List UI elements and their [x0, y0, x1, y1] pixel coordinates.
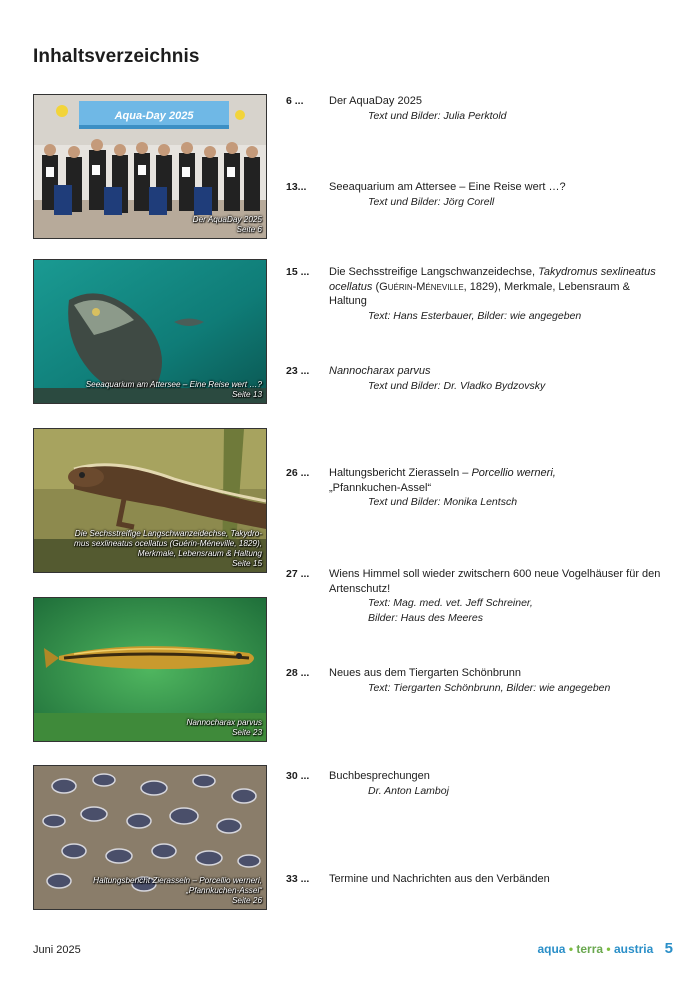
toc-byline: Text und Bilder: Jörg Corell [368, 195, 495, 208]
toc-title: Wiens Himmel soll wieder zwitschern 600 neue Vogelhäuser für den Artenschutz! [329, 568, 661, 595]
lizard-photo [33, 428, 267, 573]
toc-page-number: 23 ... [286, 365, 310, 377]
toc-title: Seeaquarium am Attersee – Eine Reise wert …? [329, 181, 566, 193]
brand-aqua: aqua [537, 942, 566, 956]
toc-title: Die Sechsstreifige Langschwanzeidechse, Takydromus sexlineatus ocellatus (Guérin-Méneville, 1829), Merkmale, Lebensraum & Haltung [329, 266, 656, 307]
toc-entry[interactable] [286, 180, 666, 209]
toc-entry[interactable] [286, 94, 666, 123]
toc-byline: Text und Bilder: Monika Lentsch [368, 496, 518, 508]
toc-page-number: 15 ... [286, 266, 310, 278]
toc-byline: Text und Bilder: Dr. Vladko Bydzovsky [368, 379, 546, 392]
brand-separator: • [568, 942, 574, 956]
toc-byline: Text: Hans Esterbauer, Bilder: wie angegeben [368, 309, 582, 322]
banner-text: Aqua-Day 2025 [114, 110, 194, 122]
toc-page-number: 27 ... [286, 568, 310, 580]
footer-date: Juni 2025 [33, 944, 81, 956]
toc-entry[interactable] [286, 364, 666, 393]
toc-page-number: 6 ... [286, 95, 304, 107]
toc-byline: Text: Tiergarten Schönbrunn, Bilder: wie angegeben [368, 681, 611, 694]
toc-page-number: 26 ... [286, 467, 310, 479]
image-caption: Nannocharax parvus Seite 23 [186, 718, 262, 737]
toc-title: Termine und Nachrichten aus den Verbänden [329, 873, 550, 885]
toc-title: Der AquaDay 2025 [329, 95, 422, 107]
toc-page-number: 28 ... [286, 667, 310, 679]
toc-byline: Text und Bilder: Julia Perktold [368, 109, 507, 122]
footer-brand [537, 940, 673, 957]
aquaday-photo [33, 94, 267, 239]
toc-title: Neues aus dem Tiergarten Schönbrunn [329, 667, 522, 679]
page-number: 5 [664, 940, 673, 957]
isopods-photo [33, 765, 267, 910]
page-title: Inhaltsverzeichnis [33, 46, 200, 67]
toc-title: Buchbesprechungen [329, 770, 430, 782]
aquarium-photo [33, 259, 267, 404]
toc-entry[interactable] [286, 567, 666, 625]
toc-page-number: 30 ... [286, 770, 310, 782]
toc-page-number: 33 ... [286, 873, 310, 885]
toc-entry[interactable] [286, 466, 666, 510]
image-caption: Haltungsbericht Zierasseln – Porcellio werneri, „Pfannkuchen-Assel“ Seite 26 [93, 876, 262, 905]
toc-entry[interactable] [286, 872, 666, 887]
nannocharax-photo [33, 597, 267, 742]
toc-entry[interactable] [286, 265, 666, 323]
toc-entry[interactable] [286, 666, 666, 695]
brand-austria: austria [613, 942, 654, 956]
toc-byline: Bilder: Haus des Meeres [368, 611, 483, 624]
image-caption: Seeaquarium am Attersee – Eine Reise wert …? Seite 13 [85, 380, 262, 399]
brand-separator: • [606, 942, 611, 956]
toc-title: Nannocharax parvus [329, 365, 431, 377]
image-caption: Der AquaDay 2025 Seite 6 [192, 215, 262, 234]
toc-byline: Text: Mag. med. vet. Jeff Schreiner, [368, 597, 533, 609]
toc-byline: Dr. Anton Lamboj [368, 784, 449, 797]
image-caption: Die Sechsstreifige Langschwanzeidechse, Takydro- mus sexlineatus ocellatus (Guérin-Méneville, 1829), Merkmale, Lebensraum & Haltung Seite 15 [74, 529, 262, 568]
toc-page-number: 13... [286, 181, 307, 193]
brand-terra: terra [576, 942, 604, 956]
toc-title: Haltungsbericht Zierasseln – Porcellio werneri, „Pfannkuchen-Assel“ [329, 467, 556, 494]
toc-entry[interactable] [286, 769, 666, 798]
